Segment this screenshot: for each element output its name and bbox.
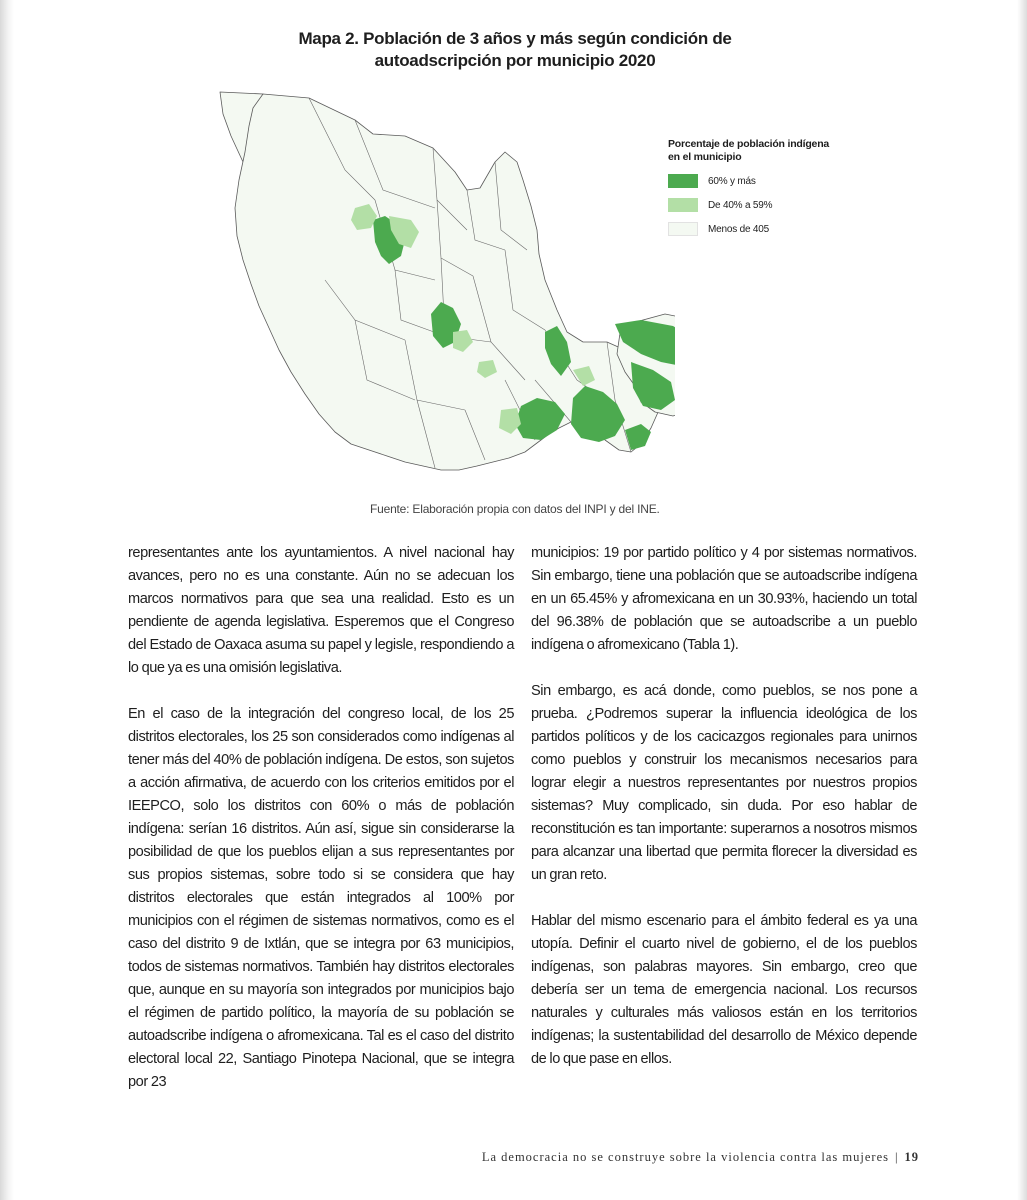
text-column-left [128,542,514,1117]
legend-swatch [668,222,698,236]
page-number: 19 [904,1150,919,1164]
page-footer [482,1150,919,1165]
paragraph: En el caso de la integración del congreso local, de los 25 distritos electorales, los 25 son considerados como indígenas al tener más del 40% de población indígena. De estos, son sujetos a acción afirmativa, de acuerdo con los criterios emitidos por el IEEPCO, solo los distritos con 60% o más de población indígena: serían 16 distritos. Aún así, sigue sin considerarse la posibilidad de que los pueblos elijan a sus representantes por sus propios sistemas, sobre todo si se considera que hay distritos electorales que están integrados al 100% por municipios con el régimen de sistemas normativos, como es el caso del distrito 9 de Ixtlán, que se integra por 63 municipios, todos de sistemas normativos. También hay distritos electorales que, aunque en su mayoría son integrados por municipios bajo el régimen de partido político, la mayoría de su población se autoadscribe indígena o afromexicana. Tal es el caso del distrito electoral local 22, Santiago Pinotepa Nacional, que se integra por 23 [128,706,514,1090]
paragraph: representantes ante los ayuntamientos. A nivel nacional hay avances, pero no es una constante. Aún no se adecuan los marcos normativos para que sea una realidad. Esto es un pendiente de agenda legislativa. Esperemos que el Congreso del Estado de Oaxaca asuma su papel y legisle, respondiendo a lo que ya es una omisión legislativa. [128,545,514,676]
legend-item-40-59 [668,198,868,212]
legend-label: Menos de 405 [708,223,769,235]
footer-separator: | [894,1150,899,1164]
page-edge-shadow [0,0,14,1200]
map-title [250,28,780,72]
legend-swatch [668,174,698,188]
map-source-note: Fuente: Elaboración propia con datos del INPI y del INE. [370,502,660,516]
paragraph: Sin embargo, es acá donde, como pueblos, se nos pone a prueba. ¿Podremos superar la influencia ideológica de los partidos políticos y de los cacicazgos regionales para unirnos como pueblos y construir los mecanismos necesarios para lograr elegir a nuestros representantes por nuestros propios sistemas? Muy complicado, sin duda. Por eso hablar de reconstitución es tan importante: superarnos a nosotros mismos para alcanzar una libertad que permita florecer la diversidad es un gran reto. [531,683,917,883]
map-title-line1: Mapa 2. Población de 3 años y más según condición de [298,29,732,48]
map-title-line2: autoadscripción por municipio 2020 [374,51,656,70]
legend-item-60plus [668,174,868,188]
legend-label: De 40% a 59% [708,199,773,211]
running-title: La democracia no se construye sobre la violencia contra las mujeres [481,1150,889,1164]
page-edge-shadow-right [1017,0,1027,1200]
map-legend [668,138,868,236]
legend-title [668,138,868,164]
legend-title-line1: Porcentaje de población indígena [668,138,830,150]
paragraph: municipios: 19 por partido político y 4 por sistemas normativos. Sin embargo, tiene una población que se autoadscribe indígena en un 65.45% y afromexicana en un 30.93%, haciendo un total del 96.38% de población que se autoadscribe a un pueblo indígena o afromexicano (Tabla 1). [531,545,917,653]
mexico-municipal-map [205,80,675,490]
legend-label: 60% y más [708,175,756,187]
text-column-right [531,542,917,1094]
legend-swatch [668,198,698,212]
legend-item-below-40 [668,222,868,236]
paragraph: Hablar del mismo escenario para el ámbito federal es ya una utopía. Definir el cuarto nivel de gobierno, el de los pueblos indígenas, son palabras mayores. Sin embargo, creo que debería ser un tema de emergencia nacional. Los recursos naturales y culturales más valiosos están en los territorios indígenas; la sustentabilidad del desarrollo de México depende de lo que pase en ellos. [531,913,917,1067]
legend-title-line2: en el municipio [668,151,742,163]
